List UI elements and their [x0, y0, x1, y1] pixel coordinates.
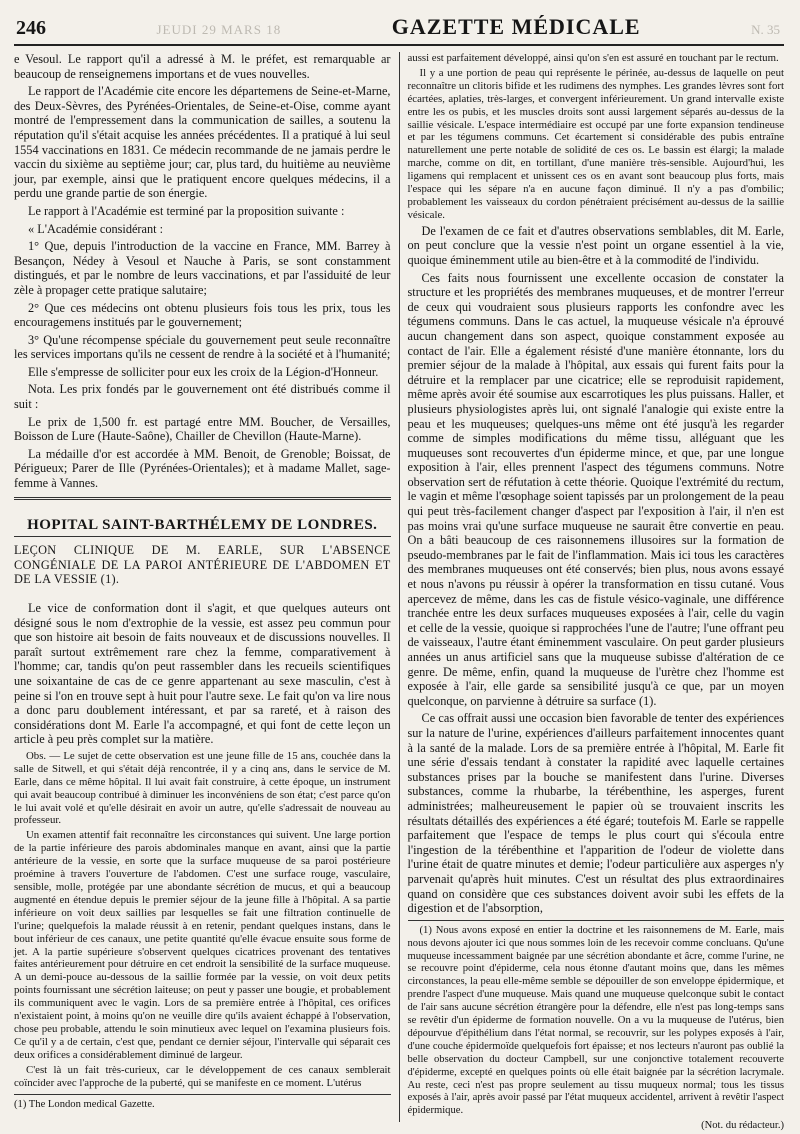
bleed-through-date: JEUDI 29 MARS 18 [156, 22, 282, 37]
paragraph: C'est là un fait très-curieux, car le développement de ces canaux semblerait coïncider avec l'approche de la puberté, qui se manifeste en ce moment. L'utérus [14, 1063, 391, 1089]
paragraph: Il y a une portion de peau qui représente le périnée, au-dessus de laquelle on peut reconnaître un clitoris bifide et les rudimens des nymphes. Les grandes lèvres sont fort écartées, aplaties, très-larges, et convergent inférieurement. Un grand intervalle existe entre les os pubis, et les muscles droits sont aussi largement séparés au-dessus de la saillie vésicale. L'espace intermédiaire est occupé par une forte expansion tendineuse et par les tégumens communs. Cet écartement si considérable des pubis entraîne naturellement une perte notable de solidité de ces os. Le bassin est élargi; la malade marche, comme on dit, en tortillant, d'une manière très-sensible. Aujourd'hui, les ligamens qui remplacent et unissent ces os en avant sont beaucoup plus forts, mais l'espace qui les sépare n'a en aucune façon diminué. Il n'y a pas d'ombilic; probablement les vaisseaux du cordon pénétraient précisément au-dessus de la saillie vésicale. [407, 66, 785, 221]
paragraph: 3° Qu'une récompense spéciale du gouvernement peut seule reconnaître les services importans qu'ils ne cessent de rendre à la société et à l'humanité; [14, 332, 391, 362]
paragraph: (1) Nous avons exposé en entier la doctrine et les raisonnemens de M. Earle, mais nous devons ajouter ici que nous sommes loin de les recevoir comme concluans. Qu'une muqueuse incessamment baignée par une sécrétion abondante et âcre, comme l'urine, ne se recouvre point d'épiderme, cela nous étonne d'autant moins que, dans les mêmes circonstances, la peau elle-même semble se dépouiller de son enveloppe épidermique, et prendre l'aspect d'une muqueuse. Mais quand une muqueuse quelconque subit le contact de l'air sans aucune sécrétion étrangère pour la défendre, elle n'est pas long-temps sans se revêtir d'un épiderme de formation nouvelle. On a vu la muqueuse de l'utérus, bien dépourvue d'épithélium dans l'état normal, se recouvrir, sur les polypes exposés à l'air, d'une couche épidermoïde quelquefois fort épaisse; et nos lecteurs n'auront pas oublié la belle observation du docteur Campbell, sur une conjonctive totalement recouverte d'épiderme, excepté en quelques points où elle était baignée par la sécrétion lacrymale. Au reste, ceci n'est pas propre seulement au tissu muqueux normal; tous les tissus exposés à l'air, après avoir passé par l'état muqueux accidentel, arrivent à revêtir l'aspect épidermique. [407, 924, 785, 1117]
observation-text [14, 750, 391, 1090]
rule [14, 536, 391, 537]
masthead [14, 14, 784, 46]
paragraph: Le rapport de l'Académie cite encore les départemens de Seine-et-Marne, des Deux-Sèvres, des Pyrénées-Orientales, de Seine-et-Oise, comme ayant montré de l'empressement dans la communication de sailles, a soutenu la réputation qu'il s'était acquise les années précédentes. Il a pratiqué à lui seul 1554 vaccinations en 1831. Ce médecin recommande de ne jamais perdre le vaccin du sixième au septième jour; car, plus tard, du huitième au neuvième jour, par exemple, ainsi que le pratiquent encore quelques médecins, il a perdu une grande partie de son énergie. [14, 84, 391, 201]
paragraph: aussi est parfaitement développé, ainsi qu'on s'en est assuré en touchant par le rectum. [407, 52, 779, 64]
paragraph: « L'Académie considérant : [28, 221, 164, 236]
footnote-rule [14, 1094, 391, 1095]
bleed-through-number: N. 35 [751, 22, 780, 37]
section-divider [14, 497, 391, 500]
column-rule [399, 52, 400, 1122]
journal-title: GAZETTE MÉDICALE [391, 14, 641, 39]
footnote [408, 925, 785, 1134]
paragraph: La médaille d'or est accordée à MM. Benoit, de Grenoble; Boissat, de Périgueux; Parer de Ille (Pyrénées-Orientales); et à madame Mallet, sage-femme à Vannes. [14, 446, 391, 491]
paragraph: e Vesoul. Le rapport qu'il a adressé à M. le préfet, est remarquable ar beaucoup de renseignemens importans et de vues nouvelles. [14, 52, 391, 81]
paragraph: Le rapport à l'Académie est terminé par la proposition suivante : [28, 203, 345, 218]
footnote: (1) The London medical Gazette. [14, 1098, 155, 1110]
footnote-rule [408, 920, 785, 921]
observation-text [408, 52, 785, 222]
paragraph: Le prix de 1,500 fr. est partagé entre MM. Boucher, de Versailles, Boisson de Lure (Haute-Saône), Chailler de Chevillon (Haute-Marne). [14, 414, 391, 444]
paragraph: Ce cas offrait aussi une occasion bien favorable de tenter des expériences sur la nature de l'urine, expériences d'ailleurs parfaitement innocentes quant à la santé de la malade. Lors de sa première entrée à l'hôpital, M. Earle fit une série d'essais tendant à constater la rapidité avec laquelle certaines substances prises par la bouche se manifestent dans l'urine. Diverses substances, comme la rhubarbe, la térébenthine, les asperges, furent administrées; malheureusement le papier où se trouvaient inscrits les résultats détaillés des expériences a été égaré; toutefois M. Earle se rappelle parfaitement que l'espace de temps le plus court qui s'écoula entre l'ingestion de la térébenthine et l'apparition de l'odeur de violette dans l'urine était de quatre minutes et demie; l'odeur particulière aux asperges n'y parvenait qu'après huit minutes. C'est un résultat des plus extraordinaires quand on considère que ces substances doivent avoir subi les effets de la digestion et de l'absorption, [407, 711, 785, 916]
footnote-signature: (Not. du rédacteur.) [701, 1120, 785, 1132]
paragraph: Obs. — Le sujet de cette observation est une jeune fille de 15 ans, couchée dans la salle de Sitwell, et qui s'était déjà rencontrée, il y a cinq ans, dans le service de M. Earle, dans ce même hôpital. Il lui avait fait construire, à cette époque, un instrument qui avait beaucoup contribué à diminuer les inconvéniens de son état; c'est parce qu'on le lui avait volé et qu'elle désirait en avoir un autre, qu'elle s'adressait de nouveau au professeur. [14, 749, 391, 827]
paragraph: Un examen attentif fait reconnaître les circonstances qui suivent. Une large portion de la partie inférieure des parois abdominales manque en avant, ainsi que la partie antérieure de la vessie, en sorte que la surface muqueuse de sa paroi postérieure proémine à travers l'ouverture de l'abdomen. C'est une surface rouge, vasculaire, sensible, molle, protégée par une abondante sécrétion de mucus, et qui a beaucoup augmenté en étendue depuis le premier séjour de la jeune fille à l'hôpital. A sa partie inférieure on voit deux saillies par lesquelles se fait une filtration continuelle de l'urine; quelquefois la malade réussit à en retenir, pendant quelques instans, dans le bout inférieur de ces canaux, une petite quantité qu'elle évacue ensuite sous forme de jet. A la partie supérieure s'observent quelques cicatrices provenant des tentatives faites antérieurement pour détruire en cet endroit la sensibilité de la surface muqueuse. A un demi-pouce au-dessous de la saillie formée par la vessie, on voit deux petits points fournissant une sécrétion laiteuse; on peut y passer une bougie, et probablement ils communiquent avec le vagin. Lors de sa première entrée à l'hôpital, ces orifices n'existaient point, à moins qu'on ne veuille dire qu'ils avaient échappé à l'observation, chose peu probable, attendu le soin minutieux avec lequel on l'examina plusieurs fois. Ce qu'il y a de certain, c'est que, pendant ce dernier séjour, l'intervalle qui séparait ces deux orifices a considérablement diminué de largeur. [14, 829, 391, 1061]
page-number: 246 [16, 17, 46, 39]
article-title: LEÇON CLINIQUE DE M. EARLE, SUR L'ABSENCE CONGÉNIALE DE LA PAROI ANTÉRIEURE DE L'ABDOMEN ET DE LA VESSIE (1). [14, 543, 391, 587]
section-title: HOPITAL SAINT-BARTHÉLEMY DE LONDRES. [27, 516, 378, 533]
paragraph: Nota. Les prix fondés par le gouvernement ont été distribués comme il suit : [14, 382, 391, 412]
paragraph: Le vice de conformation dont il s'agit, et que quelques auteurs ont désigné sous le nom d'extrophie de la vessie, est assez peu commun pour que son histoire ait besoin de faits nouveaux et de discussions nouvelles. Il paraît surtout extrêmement rare chez la femme, comparativement à l'homme; car, tandis qu'on peut rassembler dans les recueils scientifiques une soixantaine de cas de ce genre appartenant au sexe masculin, c'est à peine si l'on en trouve sept à huit pour l'autre sexe. Le fait qu'on va lire nous a donc paru doublement intéressant, et par sa rareté, et à raison des considérations dont M. Earle l'a accompagné, et qui font de cette leçon un article à peu près complet sur la matière. [14, 601, 391, 747]
paragraph: Elle s'empresse de solliciter pour eux les croix de la Légion-d'Honneur. [28, 364, 379, 379]
paragraph: 1° Que, depuis l'introduction de la vaccine en France, MM. Barrey à Besançon, Nédey à Vesoul et Nauche à Paris, se sont constamment distingués, et par le nombre de leurs vaccinations, et par l'assiduité de leur zèle à propager cette pratique salutaire; [14, 239, 391, 297]
left-column [14, 52, 391, 1122]
paragraph: De l'examen de ce fait et d'autres observations semblables, dit M. Earle, on peut conclure que la vessie n'est point un organe essentiel à la vie, quoique éminemment utile au bien-être et à la commodité de l'individu. [407, 223, 785, 267]
right-column [407, 52, 785, 1132]
paragraph: 2° Que ces médecins ont obtenu plusieurs fois tous les prix, tous les encouragemens institués par le gouvernement; [14, 300, 391, 330]
paragraph: Ces faits nous fournissent une excellente occasion de constater la structure et les propriétés des membranes muqueuses, et de montrer l'erreur de ceux qui voudraient sous plusieurs rapports les confondre avec les tégumens communs. Dans le cas actuel, la muqueuse vésicale n'a éprouvé aucun changement dans son aspect, quoique constamment exposée au contact de l'air. Elle a également résisté d'une manière étonnante, lors du premier séjour de la malade à l'hôpital, aux essais qui furent faits pour la détruire et la remplacer par une cicatrice; elle se reproduisit rapidement, même après avoir été soumise aux escarrotiques les plus puissans. Haller, et plusieurs physiologistes après lui, ont signalé l'analogie qui existe entre la peau et les muqueuses; quelques-uns même ont été jusqu'à les regarder comme de simples modifications du même tissu, alléguant que les muqueuses sont recouvertes d'un épiderme mince, et que, par une longue exposition à l'air, elles prennent l'aspect des tégumens communs. Notre observation sert de réfutation à cette théorie. Quoique l'extrémité du rectum, le vagin et même l'œsophage soient tapissés par un prolongement de la peau qui peut très-facilement changer d'aspect par l'exposition à l'air, il n'en est pas moins vrai qu'une surface muqueuse ne saurait être convertie en peau. On a bâti beaucoup de ces raisonnemens illusoires sur la formation de pseudo-membranes par le fait de l'inflammation. Mais ici tous les caractères des membranes muqueuses ont été conservés; bien plus, nous avons essayé et nous n'avons pu réussir à opérer la transformation en tissu cutané. Vous apercevez de même, dans les cas de fistule vésico-vaginale, une différence tranchée entre les deux surfaces muqueuses exposées à l'air, celle du vagin et celle de la vessie, quoique si rapprochées l'une de l'autre; l'une offrant peu de vaisseaux, l'autre étant éminemment vasculaire. On peut garder plusieurs années un anus artificiel sans que la muqueuse subisse d'altération de ce genre. De même, enfin, quand la muqueuse de l'urètre chez l'homme est exposée à l'air, elle garde sa sensibilité jusqu'à ce que, par un moyen quelconque, on parvienne à détruire sa surface (1). [407, 270, 785, 708]
